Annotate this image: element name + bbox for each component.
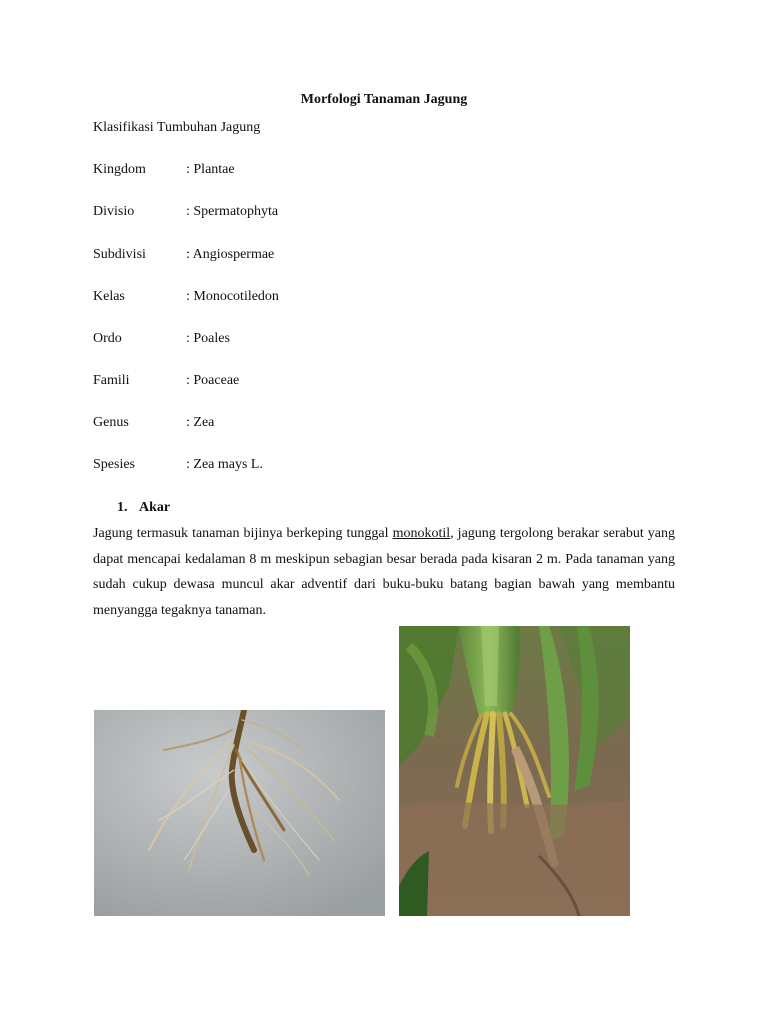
section-heading-text: Akar (139, 500, 171, 515)
classification-value-genus: : Zea (186, 415, 215, 430)
classification-value-kingdom: : Plantae (186, 162, 235, 177)
paragraph-text-end: , jagung tergolong berakar serabut yang dapat mencapai kedalaman 8 m meskipun sebagian besar berada pada kisaran 2 m. Pada tanaman yang sudah cukup dewasa muncul akar adventif dari buku-buku batang bagian bawah yang membantu menyangga tegaknya tanaman. (93, 526, 675, 618)
classification-label-famili: Famili (93, 373, 130, 388)
classification-label-divisio: Divisio (93, 204, 135, 219)
photo-corn-prop-roots (399, 626, 630, 916)
classification-label-kelas: Kelas (93, 289, 125, 304)
section-heading (117, 500, 170, 516)
classification-label-genus: Genus (93, 415, 129, 430)
classification-value-spesies: : Zea mays L. (186, 457, 263, 472)
classification-label-spesies: Spesies (93, 457, 135, 472)
classification-value-ordo: : Poales (186, 331, 230, 346)
classification-subtitle: Klasifikasi Tumbuhan Jagung (93, 120, 261, 135)
classification-value-subdivisi: : Angiospermae (186, 247, 275, 262)
classification-label-ordo: Ordo (93, 331, 122, 346)
section-number: 1. (117, 500, 128, 515)
classification-label-subdivisi: Subdivisi (93, 247, 146, 262)
classification-value-famili: : Poaceae (186, 373, 240, 388)
paragraph-text-start: Jagung termasuk tanaman bijinya berkeping tunggal (93, 526, 393, 541)
classification-value-divisio: : Spermatophyta (186, 204, 279, 219)
classification-value-kelas: : Monocotiledon (186, 289, 279, 304)
document-title: Morfologi Tanaman Jagung (300, 92, 468, 107)
section-paragraph (93, 521, 675, 623)
photo-corn-roots (94, 710, 385, 916)
classification-label-kingdom: Kingdom (93, 162, 146, 177)
paragraph-link-monokotil[interactable]: monokotil (392, 526, 451, 541)
